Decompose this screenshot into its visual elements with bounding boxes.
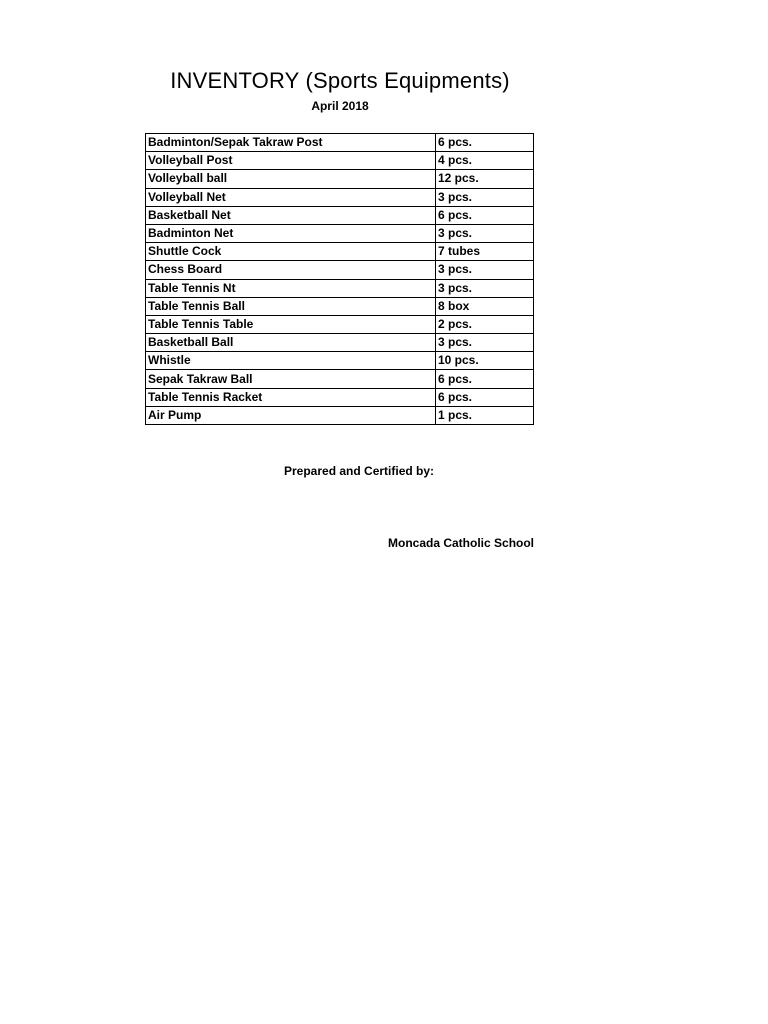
qty-cell: 3 pcs. — [436, 279, 534, 297]
table-row — [146, 334, 534, 352]
item-cell: Table Tennis Nt — [146, 279, 436, 297]
inventory-table-body — [146, 134, 534, 425]
table-row — [146, 388, 534, 406]
item-cell: Basketball Ball — [146, 334, 436, 352]
qty-cell: 8 box — [436, 297, 534, 315]
qty-cell: 6 pcs. — [436, 134, 534, 152]
qty-cell: 4 pcs. — [436, 152, 534, 170]
qty-cell: 3 pcs. — [436, 188, 534, 206]
table-row — [146, 279, 534, 297]
item-cell: Table Tennis Ball — [146, 297, 436, 315]
table-row — [146, 352, 534, 370]
qty-cell: 1 pcs. — [436, 406, 534, 424]
table-row — [146, 134, 534, 152]
qty-cell: 6 pcs. — [436, 370, 534, 388]
table-row — [146, 152, 534, 170]
item-cell: Shuttle Cock — [146, 243, 436, 261]
item-cell: Whistle — [146, 352, 436, 370]
qty-cell: 3 pcs. — [436, 334, 534, 352]
item-cell: Table Tennis Table — [146, 315, 436, 333]
item-cell: Volleyball ball — [146, 170, 436, 188]
table-row — [146, 206, 534, 224]
school-name: Moncada Catholic School — [388, 536, 535, 550]
item-cell: Sepak Takraw Ball — [146, 370, 436, 388]
prepared-by-label: Prepared and Certified by: — [284, 464, 435, 478]
qty-cell: 2 pcs. — [436, 315, 534, 333]
table-row — [146, 170, 534, 188]
item-cell: Volleyball Net — [146, 188, 436, 206]
qty-cell: 10 pcs. — [436, 352, 534, 370]
item-cell: Basketball Net — [146, 206, 436, 224]
table-row — [146, 188, 534, 206]
table-row — [146, 243, 534, 261]
page-date: April 2018 — [311, 99, 369, 113]
item-cell: Volleyball Post — [146, 152, 436, 170]
table-row — [146, 297, 534, 315]
qty-cell: 3 pcs. — [436, 261, 534, 279]
table-row — [146, 261, 534, 279]
table-row — [146, 315, 534, 333]
item-cell: Badminton Net — [146, 224, 436, 242]
table-row — [146, 406, 534, 424]
qty-cell: 6 pcs. — [436, 388, 534, 406]
page-title: INVENTORY (Sports Equipments) — [170, 68, 510, 93]
table-row — [146, 370, 534, 388]
table-row — [146, 224, 534, 242]
inventory-table — [145, 133, 534, 425]
qty-cell: 6 pcs. — [436, 206, 534, 224]
item-cell: Badminton/Sepak Takraw Post — [146, 134, 436, 152]
qty-cell: 3 pcs. — [436, 224, 534, 242]
qty-cell: 12 pcs. — [436, 170, 534, 188]
item-cell: Air Pump — [146, 406, 436, 424]
qty-cell: 7 tubes — [436, 243, 534, 261]
item-cell: Chess Board — [146, 261, 436, 279]
item-cell: Table Tennis Racket — [146, 388, 436, 406]
